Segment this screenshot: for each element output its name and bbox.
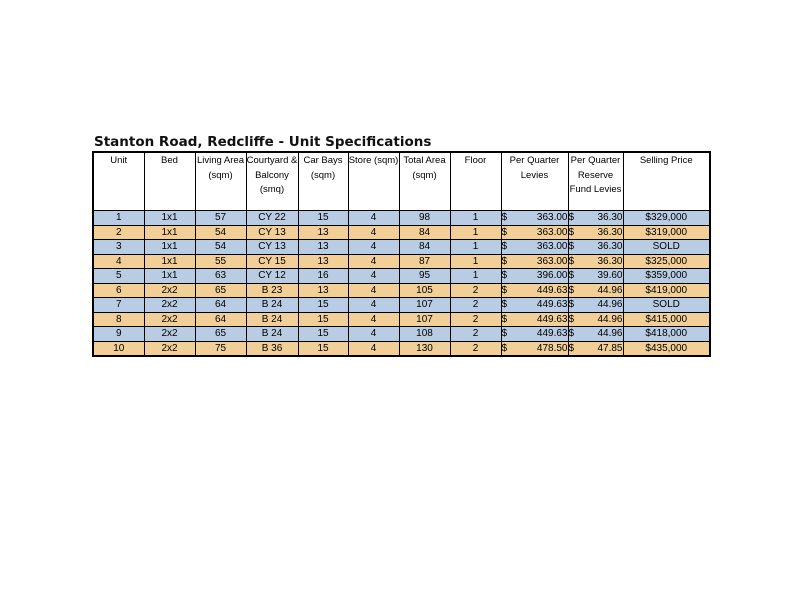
cell-reserve-fund-levies bbox=[568, 298, 623, 313]
cell-per-quarter-levies bbox=[501, 283, 568, 298]
currency-symbol: $ bbox=[501, 284, 508, 296]
cell-unit: 9 bbox=[93, 327, 144, 342]
cell-courtyard-balcony: B 36 bbox=[246, 341, 298, 356]
amount: 363.00 bbox=[536, 241, 568, 253]
cell-bed: 2x2 bbox=[144, 327, 195, 342]
cell-total-area: 108 bbox=[399, 327, 450, 342]
header-reserve-fund-levies: Per Quarter Reserve Fund Levies bbox=[568, 152, 623, 211]
amount: 363.00 bbox=[536, 255, 568, 267]
cell-floor: 2 bbox=[450, 327, 501, 342]
header-courtyard-balcony: Courtyard & Balcony (smq) bbox=[246, 152, 298, 211]
cell-store: 4 bbox=[348, 283, 399, 298]
amount: 363.00 bbox=[536, 226, 568, 238]
cell-courtyard-balcony: B 24 bbox=[246, 312, 298, 327]
cell-courtyard-balcony: CY 15 bbox=[246, 254, 298, 269]
cell-bed: 1x1 bbox=[144, 211, 195, 226]
cell-per-quarter-levies bbox=[501, 341, 568, 356]
header-car-bays: Car Bays (sqm) bbox=[298, 152, 348, 211]
cell-selling-price: $325,000 bbox=[623, 254, 710, 269]
amount: 44.96 bbox=[597, 328, 623, 340]
cell-reserve-fund-levies bbox=[568, 225, 623, 240]
header-total-area: Total Area (sqm) bbox=[399, 152, 450, 211]
cell-car-bays: 15 bbox=[298, 211, 348, 226]
currency-symbol: $ bbox=[568, 328, 575, 340]
cell-bed: 1x1 bbox=[144, 225, 195, 240]
table-row bbox=[93, 341, 710, 356]
amount: 36.30 bbox=[597, 212, 623, 224]
cell-reserve-fund-levies bbox=[568, 327, 623, 342]
cell-reserve-fund-levies bbox=[568, 283, 623, 298]
amount: 449.63 bbox=[536, 313, 568, 325]
amount: 449.63 bbox=[536, 284, 568, 296]
cell-reserve-fund-levies bbox=[568, 240, 623, 255]
currency-symbol: $ bbox=[568, 284, 575, 296]
cell-courtyard-balcony: B 24 bbox=[246, 298, 298, 313]
cell-store: 4 bbox=[348, 298, 399, 313]
cell-floor: 1 bbox=[450, 254, 501, 269]
table-row bbox=[93, 225, 710, 240]
cell-courtyard-balcony: CY 12 bbox=[246, 269, 298, 284]
cell-store: 4 bbox=[348, 269, 399, 284]
table-row bbox=[93, 312, 710, 327]
cell-total-area: 84 bbox=[399, 240, 450, 255]
cell-courtyard-balcony: CY 22 bbox=[246, 211, 298, 226]
cell-selling-price: $359,000 bbox=[623, 269, 710, 284]
cell-unit: 10 bbox=[93, 341, 144, 356]
cell-courtyard-balcony: CY 13 bbox=[246, 225, 298, 240]
cell-unit: 2 bbox=[93, 225, 144, 240]
amount: 36.30 bbox=[597, 226, 623, 238]
table-row bbox=[93, 327, 710, 342]
cell-store: 4 bbox=[348, 240, 399, 255]
cell-reserve-fund-levies bbox=[568, 254, 623, 269]
cell-floor: 1 bbox=[450, 240, 501, 255]
currency-symbol: $ bbox=[501, 342, 508, 354]
cell-car-bays: 16 bbox=[298, 269, 348, 284]
cell-living-area: 64 bbox=[195, 312, 246, 327]
cell-unit: 4 bbox=[93, 254, 144, 269]
amount: 44.96 bbox=[597, 299, 623, 311]
header-bed: Bed bbox=[144, 152, 195, 211]
cell-total-area: 98 bbox=[399, 211, 450, 226]
cell-unit: 8 bbox=[93, 312, 144, 327]
cell-courtyard-balcony: B 23 bbox=[246, 283, 298, 298]
header-selling-price: Selling Price bbox=[623, 152, 710, 211]
cell-bed: 1x1 bbox=[144, 269, 195, 284]
cell-living-area: 63 bbox=[195, 269, 246, 284]
cell-selling-price: $435,000 bbox=[623, 341, 710, 356]
cell-car-bays: 15 bbox=[298, 298, 348, 313]
amount: 36.30 bbox=[597, 241, 623, 253]
cell-floor: 2 bbox=[450, 341, 501, 356]
cell-per-quarter-levies bbox=[501, 225, 568, 240]
cell-bed: 1x1 bbox=[144, 240, 195, 255]
currency-symbol: $ bbox=[501, 313, 508, 325]
amount: 449.63 bbox=[536, 328, 568, 340]
cell-living-area: 57 bbox=[195, 211, 246, 226]
cell-unit: 6 bbox=[93, 283, 144, 298]
cell-selling-price: $419,000 bbox=[623, 283, 710, 298]
amount: 363.00 bbox=[536, 212, 568, 224]
amount: 44.96 bbox=[597, 313, 623, 325]
cell-store: 4 bbox=[348, 312, 399, 327]
header-floor: Floor bbox=[450, 152, 501, 211]
header-living-area: Living Area (sqm) bbox=[195, 152, 246, 211]
currency-symbol: $ bbox=[568, 313, 575, 325]
cell-car-bays: 13 bbox=[298, 283, 348, 298]
currency-symbol: $ bbox=[568, 342, 575, 354]
currency-symbol: $ bbox=[568, 255, 575, 267]
cell-total-area: 130 bbox=[399, 341, 450, 356]
cell-car-bays: 15 bbox=[298, 327, 348, 342]
currency-symbol: $ bbox=[568, 226, 575, 238]
cell-total-area: 95 bbox=[399, 269, 450, 284]
cell-total-area: 107 bbox=[399, 312, 450, 327]
cell-living-area: 54 bbox=[195, 225, 246, 240]
cell-selling-price: $418,000 bbox=[623, 327, 710, 342]
cell-store: 4 bbox=[348, 225, 399, 240]
cell-living-area: 54 bbox=[195, 240, 246, 255]
cell-per-quarter-levies bbox=[501, 269, 568, 284]
cell-car-bays: 13 bbox=[298, 240, 348, 255]
table-row bbox=[93, 269, 710, 284]
currency-symbol: $ bbox=[568, 299, 575, 311]
cell-unit: 7 bbox=[93, 298, 144, 313]
cell-total-area: 107 bbox=[399, 298, 450, 313]
cell-unit: 5 bbox=[93, 269, 144, 284]
currency-symbol: $ bbox=[501, 226, 508, 238]
cell-living-area: 65 bbox=[195, 283, 246, 298]
cell-bed: 2x2 bbox=[144, 312, 195, 327]
unit-specifications-table bbox=[92, 151, 711, 357]
cell-floor: 2 bbox=[450, 312, 501, 327]
cell-total-area: 105 bbox=[399, 283, 450, 298]
cell-per-quarter-levies bbox=[501, 254, 568, 269]
cell-total-area: 87 bbox=[399, 254, 450, 269]
cell-store: 4 bbox=[348, 327, 399, 342]
table-row bbox=[93, 240, 710, 255]
table-row bbox=[93, 283, 710, 298]
cell-bed: 2x2 bbox=[144, 341, 195, 356]
cell-store: 4 bbox=[348, 211, 399, 226]
page-title: Stanton Road, Redcliffe - Unit Specifications bbox=[94, 134, 432, 150]
cell-bed: 2x2 bbox=[144, 283, 195, 298]
currency-symbol: $ bbox=[501, 328, 508, 340]
cell-car-bays: 13 bbox=[298, 225, 348, 240]
cell-courtyard-balcony: CY 13 bbox=[246, 240, 298, 255]
table-row bbox=[93, 211, 710, 226]
currency-symbol: $ bbox=[501, 299, 508, 311]
cell-living-area: 55 bbox=[195, 254, 246, 269]
cell-reserve-fund-levies bbox=[568, 269, 623, 284]
cell-selling-price: SOLD bbox=[623, 298, 710, 313]
cell-courtyard-balcony: B 24 bbox=[246, 327, 298, 342]
amount: 36.30 bbox=[597, 255, 623, 267]
currency-symbol: $ bbox=[568, 270, 575, 282]
cell-selling-price: $329,000 bbox=[623, 211, 710, 226]
cell-floor: 1 bbox=[450, 225, 501, 240]
cell-car-bays: 13 bbox=[298, 254, 348, 269]
cell-reserve-fund-levies bbox=[568, 341, 623, 356]
cell-unit: 3 bbox=[93, 240, 144, 255]
cell-reserve-fund-levies bbox=[568, 211, 623, 226]
amount: 39.60 bbox=[597, 270, 623, 282]
cell-reserve-fund-levies bbox=[568, 312, 623, 327]
amount: 47.85 bbox=[597, 342, 623, 354]
cell-floor: 1 bbox=[450, 211, 501, 226]
cell-store: 4 bbox=[348, 341, 399, 356]
currency-symbol: $ bbox=[568, 212, 575, 224]
cell-store: 4 bbox=[348, 254, 399, 269]
cell-per-quarter-levies bbox=[501, 240, 568, 255]
currency-symbol: $ bbox=[568, 241, 575, 253]
cell-per-quarter-levies bbox=[501, 211, 568, 226]
table-row bbox=[93, 254, 710, 269]
cell-per-quarter-levies bbox=[501, 327, 568, 342]
cell-per-quarter-levies bbox=[501, 312, 568, 327]
currency-symbol: $ bbox=[501, 212, 508, 224]
cell-unit: 1 bbox=[93, 211, 144, 226]
cell-per-quarter-levies bbox=[501, 298, 568, 313]
currency-symbol: $ bbox=[501, 241, 508, 253]
amount: 449.63 bbox=[536, 299, 568, 311]
table-row bbox=[93, 298, 710, 313]
cell-floor: 1 bbox=[450, 269, 501, 284]
cell-car-bays: 15 bbox=[298, 341, 348, 356]
cell-living-area: 64 bbox=[195, 298, 246, 313]
cell-floor: 2 bbox=[450, 298, 501, 313]
cell-living-area: 75 bbox=[195, 341, 246, 356]
amount: 396.00 bbox=[536, 270, 568, 282]
cell-bed: 1x1 bbox=[144, 254, 195, 269]
cell-bed: 2x2 bbox=[144, 298, 195, 313]
cell-selling-price: $415,000 bbox=[623, 312, 710, 327]
cell-total-area: 84 bbox=[399, 225, 450, 240]
cell-selling-price: SOLD bbox=[623, 240, 710, 255]
amount: 478.50 bbox=[536, 342, 568, 354]
amount: 44.96 bbox=[597, 284, 623, 296]
header-unit: Unit bbox=[93, 152, 144, 211]
cell-floor: 2 bbox=[450, 283, 501, 298]
header-per-quarter-levies: Per Quarter Levies bbox=[501, 152, 568, 211]
cell-selling-price: $319,000 bbox=[623, 225, 710, 240]
cell-living-area: 65 bbox=[195, 327, 246, 342]
header-row bbox=[93, 152, 710, 211]
currency-symbol: $ bbox=[501, 270, 508, 282]
header-store: Store (sqm) bbox=[348, 152, 399, 211]
cell-car-bays: 15 bbox=[298, 312, 348, 327]
currency-symbol: $ bbox=[501, 255, 508, 267]
